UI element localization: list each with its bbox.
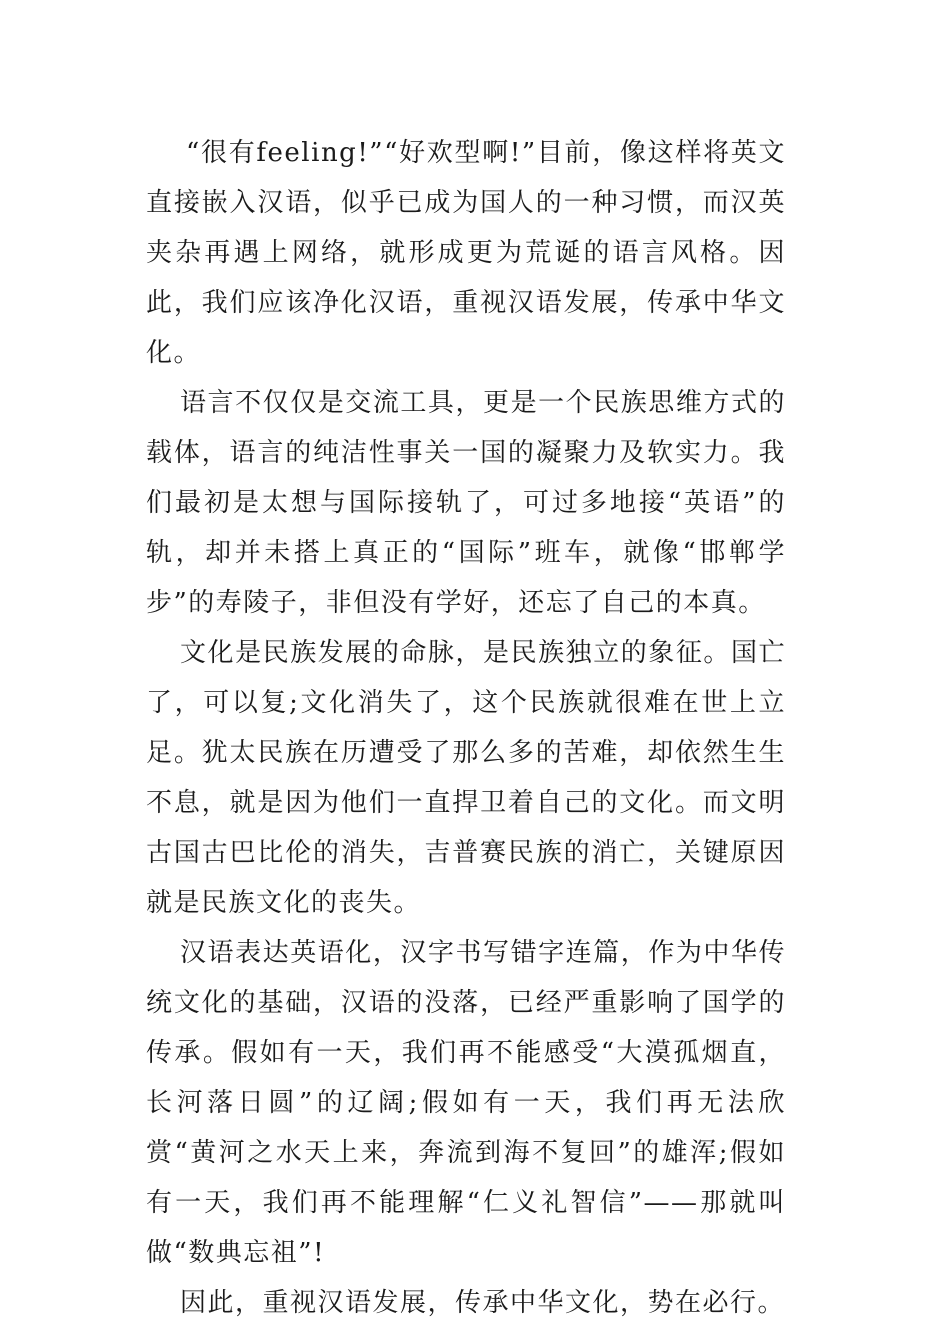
document-body xyxy=(146,128,786,1328)
paragraph-4: 汉语表达英语化，汉字书写错字连篇，作为中华传统文化的基础，汉语的没落，已经严重影响了国学的传承。假如有一天，我们再不能感受“大漠孤烟直，长河落日圆”的辽阔;假如有一天，我们再无法欣赏“黄河之水天上来，奔流到海不复回”的雄浑;假如有一天，我们再不能理解“仁义礼智信”——那就叫做“数典忘祖”! xyxy=(146,938,786,1268)
paragraph-3: 文化是民族发展的命脉，是民族独立的象征。国亡了，可以复;文化消失了，这个民族就很难在世上立足。犹太民族在历遭受了那么多的苦难，却依然生生不息，就是因为他们一直捍卫着自己的文化。而文明古国古巴比伦的消失，吉普赛民族的消亡，关键原因就是民族文化的丧失。 xyxy=(146,638,786,918)
paragraph-5: 因此，重视汉语发展，传承中华文化，势在必行。 xyxy=(180,1288,786,1318)
paragraph-2: 语言不仅仅是交流工具，更是一个民族思维方式的载体，语言的纯洁性事关一国的凝聚力及软实力。我们最初是太想与国际接轨了，可过多地接“英语”的轨，却并未搭上真正的“国际”班车，就像“邯郸学步”的寿陵子，非但没有学好，还忘了自己的本真。 xyxy=(146,388,786,618)
paragraph-1: “很有feeling!”“好欢型啊!”目前，像这样将英文直接嵌入汉语，似乎已成为国人的一种习惯，而汉英夹杂再遇上网络，就形成更为荒诞的语言风格。因此，我们应该净化汉语，重视汉语发展，传承中华文化。 xyxy=(146,138,786,368)
